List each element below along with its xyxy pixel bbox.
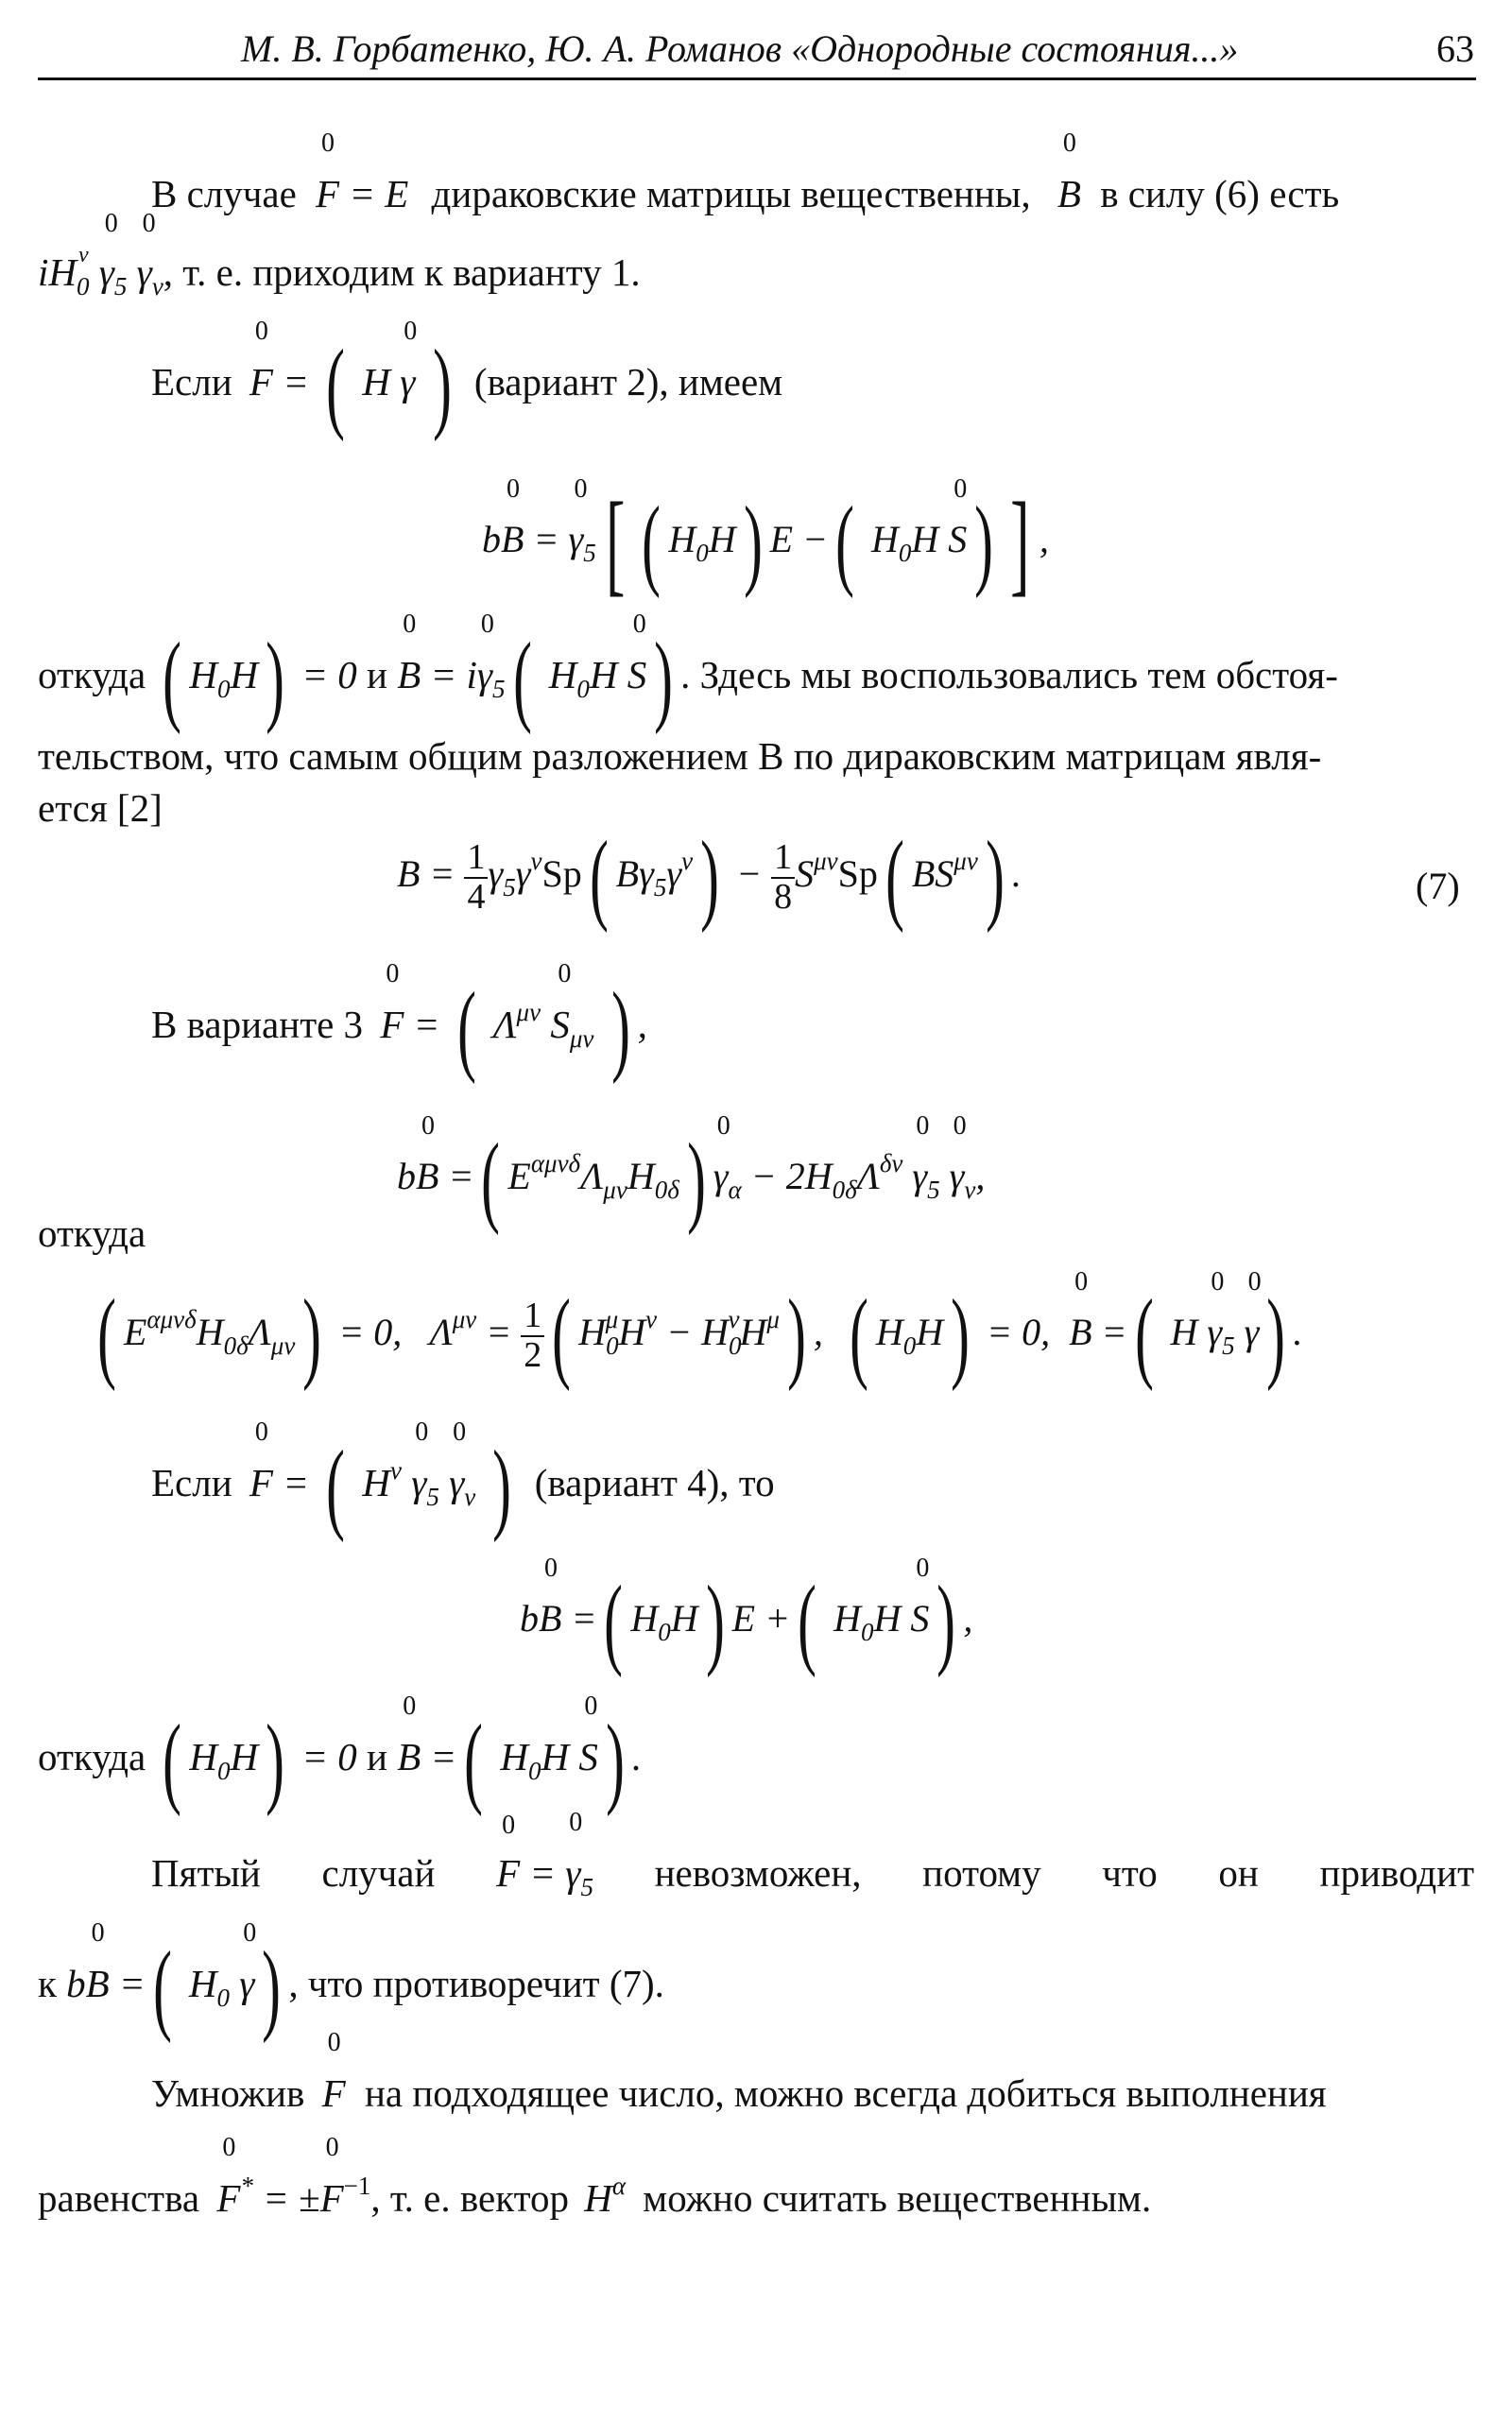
p9-end: на подходящее число, можно всегда добиться выполнения — [364, 2071, 1327, 2115]
formula-H0H-zero-variant-4: ( $H_0H) = 0$ — [163, 1705, 357, 1817]
overset-zero: 0 — [916, 1110, 930, 1141]
overset-zero: 0 — [716, 1110, 730, 1141]
formula-Fstar-pm-Finv: 0 F* = ± 0 $F^{-1}$ — [216, 2133, 371, 2220]
p3-and: и — [367, 653, 387, 696]
overset-zero: 0 — [1074, 1266, 1089, 1297]
overset-zero: 0 — [104, 209, 118, 238]
p1-start: В случае — [151, 172, 297, 215]
overset-zero: 0 — [1247, 1266, 1262, 1297]
overset-zero: 0 — [222, 2133, 236, 2162]
p8-word: он — [1218, 1851, 1259, 1895]
overset-zero: 0 — [544, 1553, 558, 1583]
p8-word: невозможен, — [654, 1851, 862, 1895]
p7-start: откуда — [38, 1735, 146, 1778]
p3-line3: ется [2] — [38, 786, 163, 830]
overset-zero: 0 — [953, 1110, 967, 1141]
paragraph-8-line-1 — [151, 1808, 1474, 1901]
overset-zero: 0 — [403, 1692, 417, 1721]
overset-zero: 0 — [421, 1110, 435, 1141]
formula-F-variant-4: 0 F = ( $H^\nu$ 0 $\gamma_5$ 0 $\gamma_\nu$ ) — [249, 1417, 512, 1543]
equation-bB-variant-2: b 0 B = 0 $\gamma_5$[ ( $H_0H$) E −( $H_0H$ 0 S) ] , — [482, 474, 1049, 607]
p3-end: . Здесь мы воспользовались тем обстоя- — [680, 653, 1338, 696]
p3-start: откуда — [38, 653, 146, 696]
overset-zero: 0 — [569, 1808, 583, 1837]
p4-start: В варианте 3 — [151, 1003, 364, 1046]
p1-line2: , т. е. приходим к варианту 1. — [163, 250, 641, 294]
p8-word: потому — [922, 1851, 1041, 1895]
overset-zero: 0 — [403, 610, 417, 639]
paragraph-2 — [151, 317, 783, 442]
overset-zero: 0 — [453, 1417, 467, 1447]
p8-line2-start: к — [38, 1962, 57, 2005]
overset-zero: 0 — [502, 1811, 516, 1840]
running-header — [38, 26, 1474, 83]
overset-zero: 0 — [254, 1417, 268, 1447]
p8-line2-end: , что противоречит (7). — [288, 1962, 664, 2005]
formula-B-variant-4: 0 B =( $H_0H$ 0 S) . — [397, 1692, 643, 1817]
equation-7: B = $\frac{1}{4}$ $\gamma_5\gamma^\nu Sp$( $B\gamma_5\gamma^\nu$) − $\frac{1}{8}$ $S^{\mu\nu}Sp$( $BS^{\mu\nu}$) . — [397, 821, 1022, 934]
paragraph-3-line-3 — [38, 786, 163, 830]
paragraph-9 — [151, 2028, 1327, 2115]
running-title: М. В. Горбатенко, Ю. А. Романов «Однородные состояния...» — [241, 27, 1239, 70]
paragraph-3-line-1 — [38, 610, 1338, 735]
p7-and: и — [367, 1735, 387, 1778]
paragraph-5 — [38, 1211, 146, 1255]
paragraph-7 — [38, 1692, 643, 1817]
overset-zero: 0 — [254, 317, 268, 346]
paragraph-10 — [38, 2133, 1152, 2220]
formula-F-equals-E: 0 F = E — [316, 129, 409, 215]
overset-zero: 0 — [584, 1692, 598, 1721]
formula-iH0-gamma5-gammanu: $iH_{0 \nu}$ 0 $\gamma_5$ 0 $\gamma_\nu$ — [38, 209, 163, 301]
p8-word: что — [1102, 1851, 1158, 1895]
header-rule — [38, 77, 1476, 80]
formula-B0: 0 B — [1057, 129, 1081, 215]
p1-mid: дираковские матрицы вещественны, — [431, 172, 1031, 215]
overset-zero: 0 — [325, 2133, 339, 2162]
p5-text: откуда — [38, 1211, 146, 1255]
formula-F-eq-gamma5: 0 F = 0 $\gamma_5$ — [496, 1808, 593, 1901]
overset-zero: 0 — [321, 129, 335, 158]
p1-end: в силу (6) есть — [1100, 172, 1340, 215]
p10-mid: , т. е. вектор — [370, 2176, 569, 2220]
overset-zero: 0 — [386, 959, 400, 988]
p8-word: случай — [321, 1851, 436, 1895]
p6-end: (вариант 4), то — [534, 1461, 775, 1504]
overset-zero: 0 — [243, 1918, 257, 1948]
overset-zero: 0 — [558, 959, 572, 988]
p2-start: Если — [151, 360, 232, 404]
overset-zero: 0 — [91, 1918, 105, 1948]
p10-end: можно считать вещественным. — [643, 2176, 1152, 2220]
p9-start: Умножив — [151, 2071, 305, 2115]
overset-zero: 0 — [916, 1553, 930, 1583]
overset-zero: 0 — [507, 474, 520, 505]
paragraph-1-line-2 — [38, 209, 641, 301]
formula-H-alpha: $H^\alpha$ — [584, 2172, 626, 2220]
equation-number-7: (7) — [1416, 865, 1460, 907]
equation-bB-variant-3: b 0 B =( $E^{\alpha\mu\nu\delta}\Lambda_{\mu\nu}H_{0\delta}$) 0 $\gamma_\alpha - 2H_{0\delta}\Lambda^{\delta\nu}$ 0 $\gamma_5$ 0 $\gamma_\nu$, — [397, 1110, 986, 1236]
overset-zero: 0 — [327, 2028, 341, 2057]
overset-zero: 0 — [574, 474, 588, 505]
page-number: 63 — [1436, 27, 1474, 70]
formula-H0H-zero: ( $H_0H) = 0$ — [163, 623, 357, 735]
overset-zero: 0 — [142, 209, 156, 238]
formula-F-eq-Hgamma: 0 F = ( H 0 γ ) — [249, 317, 452, 442]
paragraph-1-line-1 — [151, 129, 1340, 215]
overset-zero: 0 — [1062, 129, 1076, 158]
p8-word: Пятый — [151, 1851, 261, 1895]
formula-B-i-gamma5: 0 B = i 0 $\gamma_5$( $H_0H$ 0 S) — [397, 610, 674, 735]
formula-bB-H0gamma: b 0 B =( $H_0$ 0 γ) — [66, 1918, 282, 2044]
p6-start: Если — [151, 1461, 232, 1504]
p2-end: (вариант 2), имеем — [473, 360, 783, 404]
overset-zero: 0 — [1211, 1266, 1225, 1297]
equation-bB-variant-4: b 0 B =( $H_0H$) E +( $H_0H$ 0 S) , — [520, 1553, 973, 1678]
p8-word: приводит — [1319, 1851, 1474, 1895]
paragraph-3-line-2 — [38, 734, 1322, 778]
formula-F-variant-3: 0 F = ( $\Lambda^{\mu\nu}$ 0 $S_{\mu\nu}$ ) , — [380, 959, 647, 1085]
paragraph-6 — [151, 1417, 775, 1543]
p3-line2: тельством, что самым общим разложением B по дираковским матрицам явля- — [38, 734, 1322, 778]
overset-zero: 0 — [480, 610, 494, 639]
formula-F0: 0 F — [321, 2028, 346, 2115]
overset-zero: 0 — [404, 317, 418, 346]
paragraph-8-line-2 — [38, 1918, 664, 2044]
p10-start: равенства — [38, 2176, 200, 2220]
overset-zero: 0 — [632, 610, 646, 639]
overset-zero: 0 — [415, 1417, 429, 1447]
paragraph-4 — [151, 959, 647, 1085]
overset-zero: 0 — [954, 474, 968, 505]
equation-conditions-variant-3: ( $E^{\alpha\mu\nu\delta}H_{0\delta}\Lambda_{\mu\nu}) = 0$, $\Lambda^{\mu\nu}$ = $\frac{1}{2}$ ( $H_0^\mu H^\nu - H_0^\nu H^\mu$) , ( $H_0H) = 0$, 0 B =( H 0 $\gamma_5$ 0 γ) . — [97, 1266, 1303, 1392]
